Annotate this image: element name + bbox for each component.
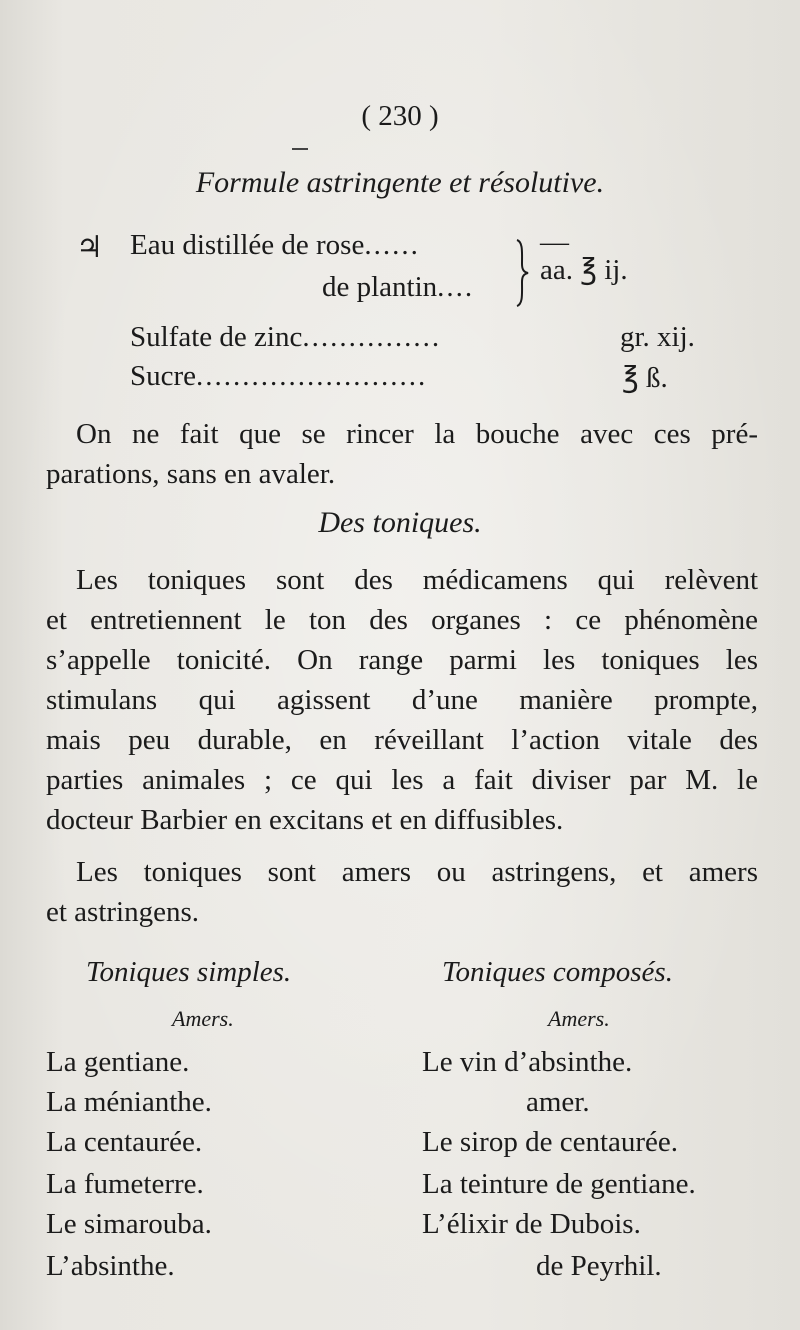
recipe-aa-quantity: aa. ℥ ij. — [540, 254, 628, 286]
left-list-item: La fumeterre. — [46, 1168, 204, 1200]
left-list-item: La gentiane. — [46, 1046, 190, 1078]
recipe-line2-text: de plantin — [322, 271, 438, 303]
note-line: On ne fait que se rincer la bouche avec ces pré- — [76, 418, 758, 450]
header-dash — [292, 148, 308, 150]
left-list-item: La centaurée. — [46, 1126, 203, 1158]
paragraph-line: Les toniques sont des médicamens qui relèvent — [76, 564, 758, 596]
right-column-subhead: Amers. — [548, 1006, 610, 1031]
recipe-line4-text: Sucre — [130, 360, 197, 392]
recipe-line3-dots: ............... — [302, 321, 442, 353]
formula-title: Formule astringente et résolutive. — [195, 166, 605, 199]
tonics-paragraph — [46, 560, 758, 840]
curly-brace-icon — [513, 238, 531, 308]
right-list-item: La teinture de gentiane. — [422, 1168, 696, 1200]
paragraph-line: mais peu durable, en réveillant l’action vitale des — [46, 724, 758, 756]
right-list-item: Le vin d’absinthe. — [422, 1046, 633, 1078]
recipe-line3-label — [130, 321, 441, 354]
recipe-symbol: ♃ — [76, 231, 103, 264]
note-line: parations, sans en avaler. — [46, 458, 336, 490]
paragraph-line: parties animales ; ce qui les a fait diviser par M. le — [46, 764, 758, 796]
paragraph-line: s’appelle tonicité. On range parmi les toniques les — [46, 644, 758, 676]
paragraph-line: et astringens. — [46, 896, 200, 928]
paragraph-line: et entretiennent le ton des organes : ce phénomène — [46, 604, 758, 636]
recipe-line2-dots: .... — [437, 271, 475, 303]
recipe-line1-dash: — — [540, 226, 569, 258]
classification-paragraph — [46, 852, 758, 932]
recipe-line1-dots: ...... — [364, 229, 420, 261]
recipe-line3-text: Sulfate de zinc — [130, 321, 303, 353]
right-list-item: Le sirop de centaurée. — [422, 1126, 679, 1158]
recipe-line3-quantity: gr. xij. — [620, 321, 695, 353]
note-paragraph — [46, 414, 758, 494]
page-number: ( 230 ) — [361, 100, 439, 132]
left-list-item: La ménianthe. — [46, 1086, 212, 1118]
left-column-title: Toniques simples. — [86, 956, 292, 988]
paragraph-line: Les toniques sont amers ou astringens, et amers — [76, 856, 758, 888]
recipe-line4-dots: ......................... — [196, 360, 428, 392]
paragraph-line: docteur Barbier en excitans et en diffusibles. — [46, 804, 564, 836]
recipe-line1-text: Eau distillée de rose — [130, 229, 365, 261]
right-list-item: de Peyrhil. — [536, 1250, 662, 1282]
section-title: Des toniques. — [318, 506, 482, 539]
recipe-line4-quantity: ℥ ß. — [622, 362, 668, 394]
recipe-line4-label — [130, 360, 427, 393]
right-column-title: Toniques composés. — [442, 956, 673, 988]
left-list-item: L’absinthe. — [46, 1250, 175, 1282]
right-list-item: L’élixir de Dubois. — [422, 1208, 641, 1240]
recipe-line2-label — [322, 271, 474, 304]
right-list-item: amer. — [526, 1086, 590, 1118]
paragraph-line: stimulans qui agissent d’une manière prompte, — [46, 684, 758, 716]
left-column-subhead: Amers. — [172, 1006, 234, 1031]
left-list-item: Le simarouba. — [46, 1208, 212, 1240]
recipe-line1-label — [130, 229, 420, 262]
